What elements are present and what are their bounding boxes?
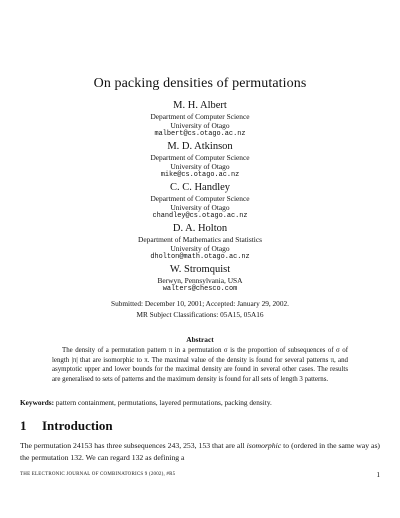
journal-footer: THE ELECTRONIC JOURNAL OF COMBINATORICS 9 (2002), #R5 xyxy=(20,472,176,477)
author-email[interactable]: mike@cs.otago.ac.nz xyxy=(160,171,240,180)
author-department: Department of Computer Science xyxy=(150,153,250,162)
section-title: Introduction xyxy=(42,418,113,433)
author-email[interactable]: walters@chesco.com xyxy=(162,285,238,294)
author-block xyxy=(0,222,400,262)
author-location: Berwyn, Pennsylvania, USA xyxy=(157,276,243,285)
author-email[interactable]: malbert@cs.otago.ac.nz xyxy=(154,130,246,139)
submission-info xyxy=(0,298,400,320)
author-institution: University of Otago xyxy=(170,162,230,172)
author-department: Department of Computer Science xyxy=(150,194,250,203)
author-department: Department of Mathematics and Statistics xyxy=(138,235,262,244)
author-institution: University of Otago xyxy=(170,244,230,254)
author-email[interactable]: dholton@math.otago.ac.nz xyxy=(150,253,250,262)
keywords-text: pattern containment, permutations, layered permutations, packing density. xyxy=(55,398,272,407)
paper-title: On packing densities of permutations xyxy=(93,76,307,91)
author-block xyxy=(0,140,400,180)
intro-text-end: to (ordered in the same way as) the permutation 132. We can regard 132 as defining a xyxy=(20,441,380,462)
abstract-text: The density of a permutation pattern π in a permutation σ is the proportion of subsequences of σ of length |π| that are isomorphic to π. The maximal value of the density is found for several patterns π, and asymptotic upper and lower bounds for the maximal density are found in several other cases. The results are generalised to sets of patterns and the maximum density is found for all sets of length 3 patterns. xyxy=(52,347,348,383)
author-institution: University of Otago xyxy=(170,121,230,131)
author-institution: University of Otago xyxy=(170,203,230,213)
author-name: M. D. Atkinson xyxy=(167,141,233,152)
keywords-label: Keywords: xyxy=(20,398,55,407)
abstract-heading: Abstract xyxy=(186,335,214,344)
submission-dates: Submitted: December 10, 2001; Accepted: January 29, 2002. xyxy=(111,299,289,308)
section-number: 1 xyxy=(20,418,27,433)
author-email[interactable]: chandley@cs.otago.ac.nz xyxy=(152,212,248,221)
author-name: M. H. Albert xyxy=(173,100,227,111)
page-number: 1 xyxy=(376,470,380,479)
intro-text-start: The permutation 24153 has three subsequences 243, 253, 153 that are all xyxy=(20,441,247,450)
author-department: Department of Computer Science xyxy=(150,112,250,121)
intro-paragraph xyxy=(20,440,380,463)
author-block xyxy=(0,263,400,294)
intro-italic-term: isomorphic xyxy=(246,441,282,450)
author-name: D. A. Holton xyxy=(172,223,228,234)
author-block xyxy=(0,99,400,139)
section-heading xyxy=(20,418,380,434)
author-name: C. C. Handley xyxy=(169,182,231,193)
keywords xyxy=(20,398,380,408)
author-block xyxy=(0,181,400,221)
author-name: W. Stromquist xyxy=(169,264,231,275)
subject-classification: MR Subject Classifications: 05A15, 05A16 xyxy=(136,310,264,319)
